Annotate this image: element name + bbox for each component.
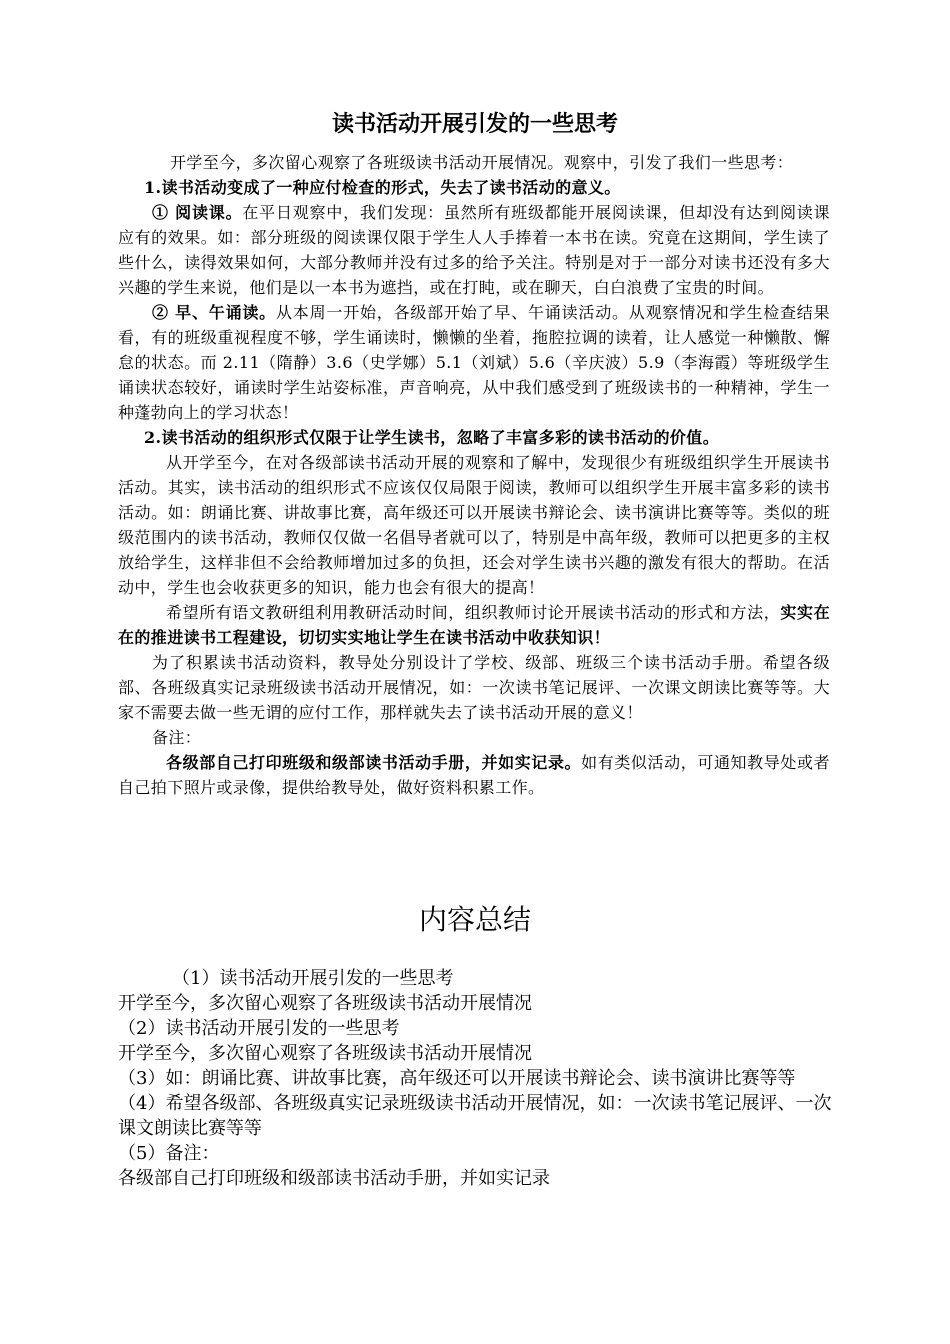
summary-title: 内容总结	[418, 903, 531, 936]
note-bold-text: 各级部自己打印班级和级部读书活动手册，并如实记录。	[166, 753, 582, 772]
hope-text: 希望所有语文教研组利用教研活动时间，组织教师讨论开展读书活动的形式和方法，	[166, 603, 781, 622]
summary-line: （4）希望各级部、各班级真实记录班级读书活动开展情况，如：一次读书笔记展评、一次课文朗读比赛等等	[118, 1093, 832, 1139]
note-paragraph	[118, 750, 830, 800]
document-title: 读书活动开展引发的一些思考	[331, 111, 618, 137]
article-body	[118, 150, 830, 800]
materials-paragraph: 为了积累读书活动资料，教导处分别设计了学校、级部、班级三个读书活动手册。希望各级部、各班级真实记录班级读书活动开展情况，如：一次读书笔记展评、一次课文朗读比赛等等。大家不需要去做一些无谓的应付工作，那样就失去了读书活动开展的意义！	[118, 653, 830, 722]
morning-reading-text: 从本周一开始，各级部开始了早、午诵读活动。从观察情况和学生检查结果看，有的班级重视程度不够，学生诵读时，懒懒的坐着，拖腔拉调的读着，让人感觉一种懒散、懈怠的状态。而 2.11（隋静）3.6（史学娜）5.1（刘斌）5.6（辛庆波）5.9（李海霞）等班级学生诵读状态较好，诵读时学生站姿标准，声音响亮，从中我们感受到了班级读书的一种精神，学生一种蓬勃向上的学习状态！	[118, 303, 830, 422]
section-1-heading: 1.读书活动变成了一种应付检查的形式，失去了读书活动的意义。	[144, 178, 621, 197]
activities-paragraph: 从开学至今，在对各级部读书活动开展的观察和了解中，发现很少有班级组织学生开展读书活动。其实，读书活动的组织形式不应该仅仅局限于阅读，教师可以组织学生开展丰富多彩的读书活动。如：朗诵比赛、讲故事比赛，高年级还可以开展读书辩论会、读书演讲比赛等等。类似的班级范围内的读书活动，教师仅仅做一名倡导者就可以了，特别是中高年级，教师可以把更多的主权放给学生，这样非但不会给教师增加过多的负担，还会对学生读书兴趣的激发有很大的帮助。在活动中，学生也会收获更多的知识，能力也会有很大的提高！	[118, 453, 830, 597]
summary-line: 开学至今，多次留心观察了各班级读书活动开展情况	[118, 993, 532, 1014]
morning-reading-label: ② 早、午诵读。	[152, 303, 276, 322]
summary-line: 开学至今，多次留心观察了各班级读书活动开展情况	[118, 1043, 532, 1064]
summary-line: （1）读书活动开展引发的一些思考	[172, 968, 454, 989]
note-label: 备注：	[152, 728, 202, 747]
summary-line: 各级部自己打印班级和级部读书活动手册，并如实记录	[118, 1168, 550, 1189]
intro-paragraph: 开学至今，多次留心观察了各班级读书活动开展情况。观察中，引发了我们一些思考：	[170, 153, 794, 172]
note-text: 如有类似活动，可通知教导处或者自己拍下照片或录像，提供给教导处，做好资料积累工作。	[118, 753, 830, 797]
summary-list	[118, 966, 838, 1191]
section-2-heading: 2.读书活动的组织形式仅限于让学生读书，忽略了丰富多彩的读书活动的价值。	[144, 428, 720, 447]
reading-class-paragraph	[118, 200, 830, 300]
summary-line: （5）备注：	[118, 1143, 220, 1164]
hope-bold-text: 实实在在的推进读书工程建设，切切实实地让学生在读书活动中收获知识！	[118, 603, 831, 647]
summary-line: （2）读书活动开展引发的一些思考	[118, 1018, 400, 1039]
reading-class-text: 在平日观察中，我们发现：虽然所有班级都能开展阅读课，但却没有达到阅读课应有的效果。如：部分班级的阅读课仅限于学生人人手捧着一本书在读。究竟在这期间，学生读了些什么，读得效果如何，大部分教师并没有过多的给予关注。特别是对于一部分对读书还没有多大兴趣的学生来说，他们是以一本书为遮挡，或在打盹，或在聊天，白白浪费了宝贵的时间。	[118, 203, 830, 297]
hope-paragraph	[118, 600, 830, 650]
summary-line: （3）如：朗诵比赛、讲故事比赛，高年级还可以开展读书辩论会、读书演讲比赛等等	[118, 1068, 796, 1089]
morning-reading-paragraph	[118, 300, 830, 425]
reading-class-label: ① 阅读课。	[152, 203, 243, 222]
